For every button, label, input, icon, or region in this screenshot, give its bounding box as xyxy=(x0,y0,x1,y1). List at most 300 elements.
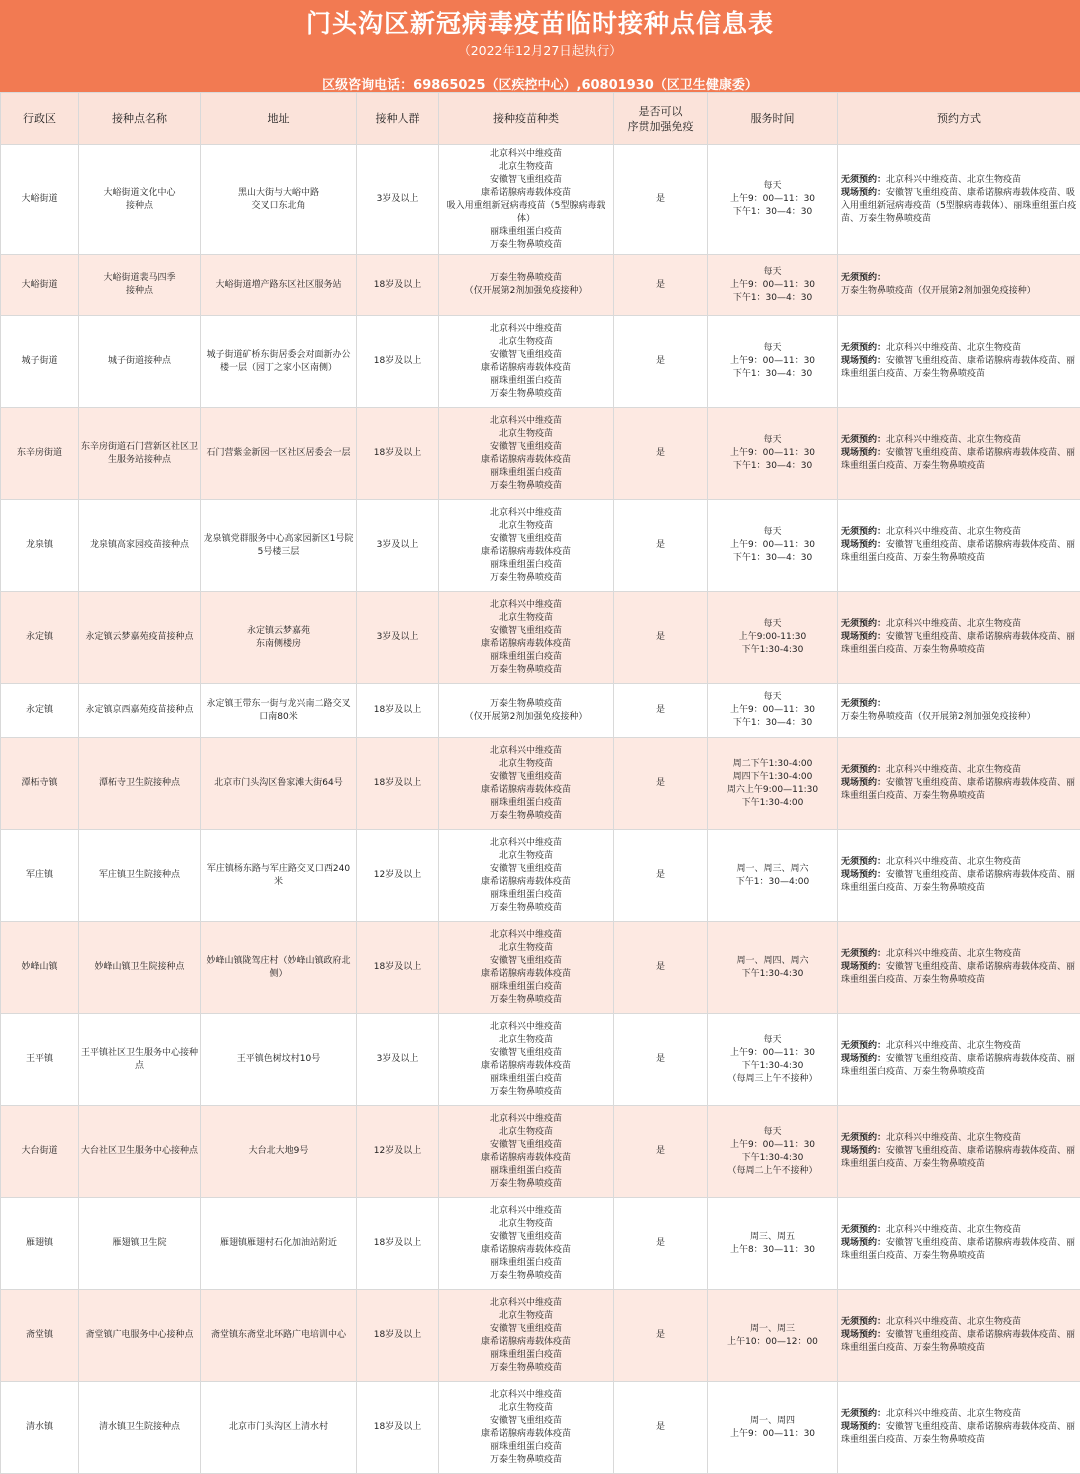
vaccine-item: 万泰生物鼻喷疫苗 xyxy=(441,994,611,1007)
booking-label: 无须预约： xyxy=(841,175,886,185)
vaccine-item: 安徽智飞重组疫苗 xyxy=(441,771,611,784)
booking-line xyxy=(841,174,1078,187)
table-row xyxy=(1,145,1080,255)
vaccine-item: 康希诺腺病毒载体疫苗 xyxy=(441,454,611,467)
booking-text: 北京科兴中维疫苗、北京生物疫苗 xyxy=(886,765,1021,775)
vaccine-list-cell xyxy=(439,145,614,255)
vaccine-list-cell xyxy=(439,1382,614,1474)
booking-text: 北京科兴中维疫苗、北京生物疫苗 xyxy=(886,1225,1021,1235)
col-header-vaccines: 接种疫苗种类 xyxy=(439,93,614,145)
col-header-booking: 预约方式 xyxy=(838,93,1080,145)
booking-text: 安徽智飞重组疫苗、康希诺腺病毒载体疫苗、丽珠重组蛋白疫苗、万泰生物鼻喷疫苗 xyxy=(841,1330,1075,1353)
district-cell: 大峪街道 xyxy=(1,145,79,255)
sequential-booster-cell: 是 xyxy=(614,408,708,500)
service-time-cell: 每天 上午9:00-11:30 下午1:30-4:30 xyxy=(708,592,838,684)
site-name-cell: 清水镇卫生院接种点 xyxy=(79,1382,201,1474)
vaccine-item: 万泰生物鼻喷疫苗 xyxy=(441,698,611,711)
address-cell: 永定镇云梦嘉苑 东南侧楼房 xyxy=(201,592,357,684)
service-time-cell: 周一、周四 上午9：00—11：30 xyxy=(708,1382,838,1474)
booking-label: 现场预约： xyxy=(841,1238,886,1248)
booking-text: 北京科兴中维疫苗、北京生物疫苗 xyxy=(886,857,1021,867)
vaccine-item: 万泰生物鼻喷疫苗 xyxy=(441,902,611,915)
effective-date: （2022年12月27日起执行） xyxy=(0,41,1080,59)
vaccine-item: 北京科兴中维疫苗 xyxy=(441,1205,611,1218)
booking-label: 现场预约： xyxy=(841,870,886,880)
vaccine-list-cell xyxy=(439,500,614,592)
vaccine-item: 康希诺腺病毒载体疫苗 xyxy=(441,1428,611,1441)
booking-label: 现场预约： xyxy=(841,778,886,788)
district-cell: 永定镇 xyxy=(1,592,79,684)
sequential-booster-cell: 是 xyxy=(614,145,708,255)
booking-text: 安徽智飞重组疫苗、康希诺腺病毒载体疫苗、丽珠重组蛋白疫苗、万泰生物鼻喷疫苗 xyxy=(841,778,1075,801)
booking-line xyxy=(841,1040,1078,1053)
vaccine-item: 安徽智飞重组疫苗 xyxy=(441,441,611,454)
vaccine-item: 康希诺腺病毒载体疫苗 xyxy=(441,546,611,559)
col-header-address: 地址 xyxy=(201,93,357,145)
vaccine-item: 康希诺腺病毒载体疫苗 xyxy=(441,876,611,889)
booking-line xyxy=(841,1237,1078,1263)
table-row xyxy=(1,1014,1080,1106)
vaccine-item: 北京科兴中维疫苗 xyxy=(441,837,611,850)
booking-line xyxy=(841,447,1078,473)
sequential-booster-cell: 是 xyxy=(614,1290,708,1382)
site-name-cell: 雁翅镇卫生院 xyxy=(79,1198,201,1290)
vaccine-item: 北京生物疫苗 xyxy=(441,428,611,441)
booking-label: 无须预约： xyxy=(841,699,886,709)
booking-label: 现场预约： xyxy=(841,1054,886,1064)
vaccine-item: 丽珠重组蛋白疫苗 xyxy=(441,1257,611,1270)
address-cell: 北京市门头沟区上清水村 xyxy=(201,1382,357,1474)
table-row xyxy=(1,316,1080,408)
vaccine-item: 万泰生物鼻喷疫苗 xyxy=(441,388,611,401)
vaccine-item: 北京生物疫苗 xyxy=(441,1126,611,1139)
vaccine-item: 吸入用重组新冠病毒疫苗（5型腺病毒载体） xyxy=(441,200,611,226)
vaccine-list-cell xyxy=(439,684,614,738)
age-group-cell: 18岁及以上 xyxy=(357,316,439,408)
col-header-site: 接种点名称 xyxy=(79,93,201,145)
booking-line xyxy=(841,355,1078,381)
district-cell: 大峪街道 xyxy=(1,255,79,316)
booking-cell xyxy=(838,316,1080,408)
vaccine-item: 北京生物疫苗 xyxy=(441,850,611,863)
booking-line xyxy=(841,948,1078,961)
table-row xyxy=(1,255,1080,316)
address-cell: 北京市门头沟区鲁家滩大街64号 xyxy=(201,738,357,830)
district-cell: 大台街道 xyxy=(1,1106,79,1198)
vaccine-item: 北京生物疫苗 xyxy=(441,161,611,174)
booking-cell xyxy=(838,830,1080,922)
age-group-cell: 18岁及以上 xyxy=(357,738,439,830)
site-name-cell: 东辛房街道石门营新区社区卫生服务站接种点 xyxy=(79,408,201,500)
district-cell: 潭柘寺镇 xyxy=(1,738,79,830)
col-header-district: 行政区 xyxy=(1,93,79,145)
vaccine-list-cell xyxy=(439,255,614,316)
booking-text: 北京科兴中维疫苗、北京生物疫苗 xyxy=(886,619,1021,629)
vaccine-item: 北京科兴中维疫苗 xyxy=(441,745,611,758)
vaccine-list-cell xyxy=(439,316,614,408)
vaccine-item: 丽珠重组蛋白疫苗 xyxy=(441,981,611,994)
vaccine-item: 北京生物疫苗 xyxy=(441,758,611,771)
vaccine-item: 万泰生物鼻喷疫苗 xyxy=(441,664,611,677)
vaccine-item: （仅开展第2剂加强免疫接种） xyxy=(441,285,611,298)
sequential-booster-cell: 是 xyxy=(614,684,708,738)
booking-line xyxy=(841,1408,1078,1421)
district-cell: 永定镇 xyxy=(1,684,79,738)
sequential-booster-cell: 是 xyxy=(614,922,708,1014)
booking-line xyxy=(841,764,1078,777)
vaccine-item: 康希诺腺病毒载体疫苗 xyxy=(441,1336,611,1349)
booking-text: 安徽智飞重组疫苗、康希诺腺病毒载体疫苗、吸入用重组新冠病毒疫苗（5型腺病毒载体）、丽珠重组蛋白疫苗、万泰生物鼻喷疫苗 xyxy=(841,188,1076,224)
vaccine-item: 北京生物疫苗 xyxy=(441,336,611,349)
vaccine-item: 北京生物疫苗 xyxy=(441,612,611,625)
booking-label: 无须预约： xyxy=(841,1225,886,1235)
site-name-cell: 城子街道接种点 xyxy=(79,316,201,408)
service-time-cell: 每天 上午9：00—11：30 下午1：30—4：30 xyxy=(708,500,838,592)
sequential-booster-cell: 是 xyxy=(614,738,708,830)
vaccine-item: 丽珠重组蛋白疫苗 xyxy=(441,1349,611,1362)
age-group-cell: 18岁及以上 xyxy=(357,1382,439,1474)
booking-text: 安徽智飞重组疫苗、康希诺腺病毒载体疫苗、丽珠重组蛋白疫苗、万泰生物鼻喷疫苗 xyxy=(841,1238,1075,1261)
booking-cell xyxy=(838,922,1080,1014)
site-name-cell: 王平镇社区卫生服务中心接种点 xyxy=(79,1014,201,1106)
service-time-cell: 周一、周三 上午10：00—12：00 xyxy=(708,1290,838,1382)
booking-cell xyxy=(838,738,1080,830)
service-time-cell: 每天 上午9：00—11：30 下午1:30-4:30 （每周三上午不接种） xyxy=(708,1014,838,1106)
site-name-cell: 永定镇京西嘉苑疫苗接种点 xyxy=(79,684,201,738)
vaccine-item: 北京生物疫苗 xyxy=(441,1218,611,1231)
booking-label: 无须预约： xyxy=(841,343,886,353)
vaccine-item: 康希诺腺病毒载体疫苗 xyxy=(441,638,611,651)
vaccine-item: 万泰生物鼻喷疫苗 xyxy=(441,480,611,493)
page-header xyxy=(0,0,1080,92)
booking-label: 无须预约： xyxy=(841,273,886,283)
vaccine-item: 丽珠重组蛋白疫苗 xyxy=(441,375,611,388)
district-cell: 斋堂镇 xyxy=(1,1290,79,1382)
table-body xyxy=(1,145,1080,1474)
vaccine-item: 万泰生物鼻喷疫苗 xyxy=(441,572,611,585)
site-name-cell: 大峪街道裴马四季 接种点 xyxy=(79,255,201,316)
vaccine-item: 万泰生物鼻喷疫苗 xyxy=(441,1454,611,1467)
booking-label: 无须预约： xyxy=(841,435,886,445)
vaccine-item: 北京科兴中维疫苗 xyxy=(441,1021,611,1034)
service-time-cell: 每天 上午9：00—11：30 下午1:30-4:30 （每周二上午不接种） xyxy=(708,1106,838,1198)
vaccine-item: 安徽智飞重组疫苗 xyxy=(441,1323,611,1336)
age-group-cell: 3岁及以上 xyxy=(357,592,439,684)
vaccine-item: 安徽智飞重组疫苗 xyxy=(441,174,611,187)
booking-cell xyxy=(838,1014,1080,1106)
booking-cell xyxy=(838,1198,1080,1290)
vaccine-item: 万泰生物鼻喷疫苗 xyxy=(441,272,611,285)
district-cell: 王平镇 xyxy=(1,1014,79,1106)
vaccine-list-cell xyxy=(439,1198,614,1290)
booking-line xyxy=(841,526,1078,539)
booking-text: 安徽智飞重组疫苗、康希诺腺病毒载体疫苗、丽珠重组蛋白疫苗、万泰生物鼻喷疫苗 xyxy=(841,1146,1075,1169)
address-cell: 斋堂镇东斋堂北环路广电培训中心 xyxy=(201,1290,357,1382)
booking-label: 无须预约： xyxy=(841,1409,886,1419)
booking-cell xyxy=(838,145,1080,255)
address-cell: 雁翅镇雁翅村石化加油站附近 xyxy=(201,1198,357,1290)
site-name-cell: 永定镇云梦嘉苑疫苗接种点 xyxy=(79,592,201,684)
sequential-booster-cell: 是 xyxy=(614,1198,708,1290)
service-time-cell: 周三、周五 上午8：30—11：30 xyxy=(708,1198,838,1290)
district-cell: 雁翅镇 xyxy=(1,1198,79,1290)
vaccine-item: 丽珠重组蛋白疫苗 xyxy=(441,467,611,480)
booking-label: 无须预约： xyxy=(841,1133,886,1143)
table-row xyxy=(1,1382,1080,1474)
service-time-cell: 周一、周四、周六 下午1:30-4:30 xyxy=(708,922,838,1014)
table-row xyxy=(1,1198,1080,1290)
booking-line xyxy=(841,869,1078,895)
vaccine-item: 安徽智飞重组疫苗 xyxy=(441,625,611,638)
booking-label: 无须预约： xyxy=(841,1317,886,1327)
site-name-cell: 大台社区卫生服务中心接种点 xyxy=(79,1106,201,1198)
booking-text: 万泰生物鼻喷疫苗（仅开展第2剂加强免疫接种） xyxy=(841,712,1036,722)
booking-cell xyxy=(838,408,1080,500)
vaccine-item: 丽珠重组蛋白疫苗 xyxy=(441,226,611,239)
district-cell: 妙峰山镇 xyxy=(1,922,79,1014)
page-title: 门头沟区新冠病毒疫苗临时接种点信息表 xyxy=(0,4,1080,40)
booking-text: 安徽智飞重组疫苗、康希诺腺病毒载体疫苗、丽珠重组蛋白疫苗、万泰生物鼻喷疫苗 xyxy=(841,448,1075,471)
booking-line xyxy=(841,1329,1078,1355)
vaccine-item: 北京科兴中维疫苗 xyxy=(441,323,611,336)
vaccine-item: 北京生物疫苗 xyxy=(441,942,611,955)
table-row xyxy=(1,922,1080,1014)
service-time-cell: 每天 上午9：00—11：30 下午1：30—4：30 xyxy=(708,145,838,255)
service-time-cell: 每天 上午9：00—11：30 下午1：30—4：30 xyxy=(708,316,838,408)
booking-line xyxy=(841,539,1078,565)
vaccine-item: 康希诺腺病毒载体疫苗 xyxy=(441,187,611,200)
booking-cell xyxy=(838,1382,1080,1474)
booking-line xyxy=(841,1145,1078,1171)
booking-line xyxy=(841,777,1078,803)
address-cell: 王平镇色树坟村10号 xyxy=(201,1014,357,1106)
booking-text: 北京科兴中维疫苗、北京生物疫苗 xyxy=(886,949,1021,959)
booking-cell xyxy=(838,500,1080,592)
vaccine-item: 安徽智飞重组疫苗 xyxy=(441,955,611,968)
sequential-booster-cell: 是 xyxy=(614,255,708,316)
booking-text: 安徽智飞重组疫苗、康希诺腺病毒载体疫苗、丽珠重组蛋白疫苗、万泰生物鼻喷疫苗 xyxy=(841,1054,1075,1077)
vaccine-item: 北京生物疫苗 xyxy=(441,1034,611,1047)
vaccine-item: 丽珠重组蛋白疫苗 xyxy=(441,797,611,810)
booking-text: 北京科兴中维疫苗、北京生物疫苗 xyxy=(886,175,1021,185)
district-cell: 军庄镇 xyxy=(1,830,79,922)
table-row xyxy=(1,500,1080,592)
table-row xyxy=(1,592,1080,684)
age-group-cell: 12岁及以上 xyxy=(357,1106,439,1198)
vaccine-item: 康希诺腺病毒载体疫苗 xyxy=(441,362,611,375)
site-name-cell: 妙峰山镇卫生院接种点 xyxy=(79,922,201,1014)
vaccine-item: 北京科兴中维疫苗 xyxy=(441,1113,611,1126)
table-row xyxy=(1,830,1080,922)
vaccine-item: 康希诺腺病毒载体疫苗 xyxy=(441,1152,611,1165)
booking-cell xyxy=(838,684,1080,738)
address-cell: 永定镇王带东一街与龙兴南二路交叉口南80米 xyxy=(201,684,357,738)
vaccination-site-table xyxy=(0,92,1080,1474)
booking-line xyxy=(841,698,1078,724)
booking-label: 现场预约： xyxy=(841,1422,886,1432)
sequential-booster-cell: 是 xyxy=(614,592,708,684)
age-group-cell: 18岁及以上 xyxy=(357,408,439,500)
service-time-cell: 周二下午1:30-4:00 周四下午1:30-4:00 周六上午9:00—11:30 下午1:30-4:00 xyxy=(708,738,838,830)
vaccine-item: 安徽智飞重组疫苗 xyxy=(441,1415,611,1428)
booking-cell xyxy=(838,1106,1080,1198)
vaccine-list-cell xyxy=(439,738,614,830)
address-cell: 妙峰山镇陇驾庄村（妙峰山镇政府北侧） xyxy=(201,922,357,1014)
table-row xyxy=(1,1290,1080,1382)
booking-line xyxy=(841,961,1078,987)
address-cell: 龙泉镇党群服务中心高家园新区1号院5号楼三层 xyxy=(201,500,357,592)
booking-label: 无须预约： xyxy=(841,1041,886,1051)
booking-label: 现场预约： xyxy=(841,1330,886,1340)
age-group-cell: 18岁及以上 xyxy=(357,1290,439,1382)
site-name-cell: 斋堂镇广电服务中心接种点 xyxy=(79,1290,201,1382)
site-name-cell: 军庄镇卫生院接种点 xyxy=(79,830,201,922)
vaccine-list-cell xyxy=(439,922,614,1014)
booking-label: 现场预约： xyxy=(841,540,886,550)
booking-label: 现场预约： xyxy=(841,962,886,972)
vaccine-item: 丽珠重组蛋白疫苗 xyxy=(441,1165,611,1178)
vaccine-item: 北京科兴中维疫苗 xyxy=(441,599,611,612)
col-header-service-time: 服务时间 xyxy=(708,93,838,145)
vaccine-list-cell xyxy=(439,592,614,684)
vaccine-item: 康希诺腺病毒载体疫苗 xyxy=(441,968,611,981)
booking-text: 安徽智飞重组疫苗、康希诺腺病毒载体疫苗、丽珠重组蛋白疫苗、万泰生物鼻喷疫苗 xyxy=(841,870,1075,893)
vaccine-item: 安徽智飞重组疫苗 xyxy=(441,533,611,546)
district-cell: 清水镇 xyxy=(1,1382,79,1474)
booking-label: 无须预约： xyxy=(841,619,886,629)
vaccine-list-cell xyxy=(439,1014,614,1106)
table-header-row xyxy=(1,93,1080,145)
site-name-cell: 龙泉镇高家园疫苗接种点 xyxy=(79,500,201,592)
booking-label: 现场预约： xyxy=(841,632,886,642)
vaccine-item: 丽珠重组蛋白疫苗 xyxy=(441,889,611,902)
age-group-cell: 12岁及以上 xyxy=(357,830,439,922)
address-cell: 大台北大地9号 xyxy=(201,1106,357,1198)
vaccine-item: 北京生物疫苗 xyxy=(441,1310,611,1323)
district-cell: 东辛房街道 xyxy=(1,408,79,500)
booking-text: 北京科兴中维疫苗、北京生物疫苗 xyxy=(886,527,1021,537)
booking-cell xyxy=(838,255,1080,316)
sequential-booster-cell: 是 xyxy=(614,1014,708,1106)
booking-line xyxy=(841,631,1078,657)
booking-label: 无须预约： xyxy=(841,527,886,537)
vaccine-item: 安徽智飞重组疫苗 xyxy=(441,349,611,362)
vaccine-item: 北京科兴中维疫苗 xyxy=(441,1297,611,1310)
vaccine-item: 康希诺腺病毒载体疫苗 xyxy=(441,1244,611,1257)
service-time-cell: 每天 上午9：00—11：30 下午1：30—4：30 xyxy=(708,408,838,500)
vaccine-item: 北京科兴中维疫苗 xyxy=(441,507,611,520)
booking-text: 安徽智飞重组疫苗、康希诺腺病毒载体疫苗、丽珠重组蛋白疫苗、万泰生物鼻喷疫苗 xyxy=(841,632,1075,655)
vaccine-list-cell xyxy=(439,1290,614,1382)
vaccine-item: 康希诺腺病毒载体疫苗 xyxy=(441,784,611,797)
booking-label: 无须预约： xyxy=(841,765,886,775)
vaccine-item: 丽珠重组蛋白疫苗 xyxy=(441,1073,611,1086)
booking-line xyxy=(841,272,1078,298)
sequential-booster-cell: 是 xyxy=(614,1106,708,1198)
booking-text: 北京科兴中维疫苗、北京生物疫苗 xyxy=(886,1133,1021,1143)
district-cell: 龙泉镇 xyxy=(1,500,79,592)
booking-cell xyxy=(838,592,1080,684)
vaccine-list-cell xyxy=(439,408,614,500)
sequential-booster-cell: 是 xyxy=(614,316,708,408)
age-group-cell: 18岁及以上 xyxy=(357,684,439,738)
sequential-booster-cell: 是 xyxy=(614,500,708,592)
vaccine-item: 万泰生物鼻喷疫苗 xyxy=(441,239,611,252)
booking-text: 北京科兴中维疫苗、北京生物疫苗 xyxy=(886,435,1021,445)
service-time-cell: 每天 上午9：00—11：30 下午1：30—4：30 xyxy=(708,684,838,738)
table-row xyxy=(1,1106,1080,1198)
site-name-cell: 大峪街道文化中心 接种点 xyxy=(79,145,201,255)
vaccine-item: 安徽智飞重组疫苗 xyxy=(441,1231,611,1244)
booking-text: 北京科兴中维疫苗、北京生物疫苗 xyxy=(886,1409,1021,1419)
vaccine-item: 安徽智飞重组疫苗 xyxy=(441,1139,611,1152)
booking-line xyxy=(841,618,1078,631)
age-group-cell: 18岁及以上 xyxy=(357,255,439,316)
vaccine-item: 丽珠重组蛋白疫苗 xyxy=(441,1441,611,1454)
vaccine-item: 万泰生物鼻喷疫苗 xyxy=(441,1362,611,1375)
booking-line xyxy=(841,1132,1078,1145)
vaccine-item: 丽珠重组蛋白疫苗 xyxy=(441,559,611,572)
service-time-cell: 周一、周三、周六 下午1：30—4:00 xyxy=(708,830,838,922)
vaccine-item: 康希诺腺病毒载体疫苗 xyxy=(441,1060,611,1073)
age-group-cell: 18岁及以上 xyxy=(357,922,439,1014)
col-header-sequential: 是否可以 序贯加强免疫 xyxy=(614,93,708,145)
vaccine-item: 万泰生物鼻喷疫苗 xyxy=(441,1178,611,1191)
booking-line xyxy=(841,1421,1078,1447)
vaccine-item: 北京科兴中维疫苗 xyxy=(441,415,611,428)
table-row xyxy=(1,408,1080,500)
table-row xyxy=(1,738,1080,830)
vaccine-item: （仅开展第2剂加强免疫接种） xyxy=(441,711,611,724)
booking-line xyxy=(841,1224,1078,1237)
address-cell: 城子街道矿桥东街居委会对面新办公楼一层（园丁之家小区南侧） xyxy=(201,316,357,408)
age-group-cell: 3岁及以上 xyxy=(357,145,439,255)
booking-label: 现场预约： xyxy=(841,1146,886,1156)
booking-text: 北京科兴中维疫苗、北京生物疫苗 xyxy=(886,343,1021,353)
consult-phone: 区级咨询电话：69865025（区疾控中心）,60801930（区卫生健康委） xyxy=(0,74,1080,93)
vaccine-item: 万泰生物鼻喷疫苗 xyxy=(441,810,611,823)
booking-label: 无须预约： xyxy=(841,857,886,867)
service-time-cell: 每天 上午9：00—11：30 下午1：30—4：30 xyxy=(708,255,838,316)
table-row xyxy=(1,684,1080,738)
vaccine-item: 万泰生物鼻喷疫苗 xyxy=(441,1270,611,1283)
vaccine-list-cell xyxy=(439,1106,614,1198)
booking-line xyxy=(841,434,1078,447)
district-cell: 城子街道 xyxy=(1,316,79,408)
vaccine-item: 安徽智飞重组疫苗 xyxy=(441,1047,611,1060)
address-cell: 黑山大街与大峪中路 交叉口东北角 xyxy=(201,145,357,255)
booking-text: 北京科兴中维疫苗、北京生物疫苗 xyxy=(886,1041,1021,1051)
vaccine-item: 北京科兴中维疫苗 xyxy=(441,148,611,161)
booking-line xyxy=(841,856,1078,869)
booking-line xyxy=(841,1316,1078,1329)
address-cell: 石门营紫金新园一区社区居委会一层 xyxy=(201,408,357,500)
booking-text: 安徽智飞重组疫苗、康希诺腺病毒载体疫苗、丽珠重组蛋白疫苗、万泰生物鼻喷疫苗 xyxy=(841,356,1075,379)
booking-label: 现场预约： xyxy=(841,188,886,198)
booking-line xyxy=(841,187,1078,226)
vaccine-item: 北京科兴中维疫苗 xyxy=(441,929,611,942)
vaccine-item: 丽珠重组蛋白疫苗 xyxy=(441,651,611,664)
age-group-cell: 3岁及以上 xyxy=(357,1014,439,1106)
booking-label: 现场预约： xyxy=(841,448,886,458)
booking-line xyxy=(841,1053,1078,1079)
address-cell: 军庄镇杨东路与军庄路交叉口西240米 xyxy=(201,830,357,922)
site-name-cell: 潭柘寺卫生院接种点 xyxy=(79,738,201,830)
vaccine-item: 北京生物疫苗 xyxy=(441,1402,611,1415)
booking-text: 万泰生物鼻喷疫苗（仅开展第2剂加强免疫接种） xyxy=(841,286,1036,296)
booking-text: 安徽智飞重组疫苗、康希诺腺病毒载体疫苗、丽珠重组蛋白疫苗、万泰生物鼻喷疫苗 xyxy=(841,540,1075,563)
vaccine-item: 万泰生物鼻喷疫苗 xyxy=(441,1086,611,1099)
